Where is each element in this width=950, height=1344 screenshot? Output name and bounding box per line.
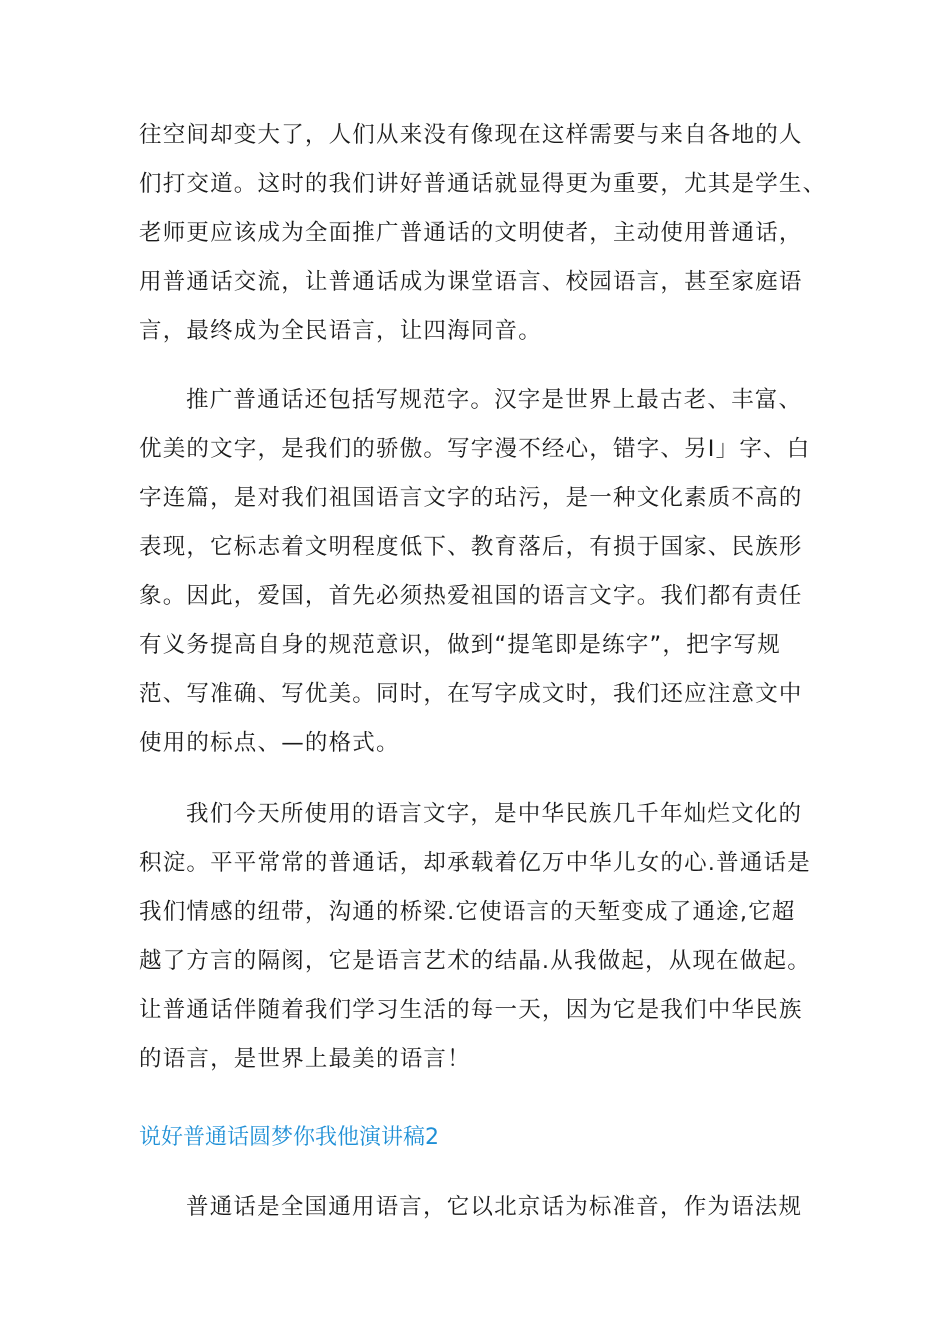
text-line: 表现，它标志着文明程度低下、教育落后，有损于国家、民族形 bbox=[139, 534, 803, 560]
text-line: 越了方言的隔阂，它是语言艺术的结晶.从我做起，从现在做起。 bbox=[139, 948, 811, 974]
paragraph-4 bbox=[139, 1183, 819, 1232]
text-line: 范、写准确、写优美。同时，在写字成文时，我们还应注意文中 bbox=[139, 681, 803, 707]
section-heading: 说好普通话圆梦你我他演讲稿2 bbox=[139, 1125, 439, 1150]
text-line: 推广普通话还包括写规范字。汉字是世界上最古老、丰富、 bbox=[186, 387, 803, 413]
text-line: 普通话是全国通用语言，它以北京话为标准音，作为语法规 bbox=[186, 1194, 803, 1220]
text-line: 的语言，是世界上最美的语言！ bbox=[139, 1046, 471, 1072]
text-line: 言，最终成为全民语言，让四海同音。 bbox=[139, 318, 542, 344]
text-line: 让普通话伴随着我们学习生活的每一天，因为它是我们中华民族 bbox=[139, 997, 803, 1023]
text-line: 有义务提高自身的规范意识，做到“提笔即是练字”，把字写规 bbox=[139, 632, 781, 658]
text-line: 我们今天所使用的语言文字，是中华民族几千年灿烂文化的 bbox=[186, 801, 803, 827]
text-line: 使用的标点、—的格式。 bbox=[139, 730, 400, 756]
text-line: 们打交道。这时的我们讲好普通话就显得更为重要，尤其是学生、 bbox=[139, 171, 827, 197]
paragraph-3 bbox=[139, 790, 819, 1084]
text-line: 老师更应该成为全面推广普通话的文明使者，主动使用普通话， bbox=[139, 220, 803, 246]
paragraph-2 bbox=[139, 376, 819, 768]
text-line: 用普通话交流，让普通话成为课堂语言、校园语言，甚至家庭语 bbox=[139, 269, 803, 295]
text-line: 象。因此，爱国，首先必须热爱祖国的语言文字。我们都有责任 bbox=[139, 583, 803, 609]
text-line: 字连篇，是对我们祖国语言文字的玷污，是一种文化素质不高的 bbox=[139, 485, 803, 511]
text-line: 积淀。平平常常的普通话，却承载着亿万中华儿女的心.普通话是 bbox=[139, 850, 811, 876]
text-line: 优美的文字，是我们的骄傲。写字漫不经心，错字、另I」字、白 bbox=[139, 436, 811, 462]
text-line: 往空间却变大了，人们从来没有像现在这样需要与来自各地的人 bbox=[139, 122, 803, 148]
text-line: 我们情感的纽带，沟通的桥梁.它使语言的天堑变成了通途,它超 bbox=[139, 899, 796, 925]
paragraph-1 bbox=[139, 111, 827, 356]
